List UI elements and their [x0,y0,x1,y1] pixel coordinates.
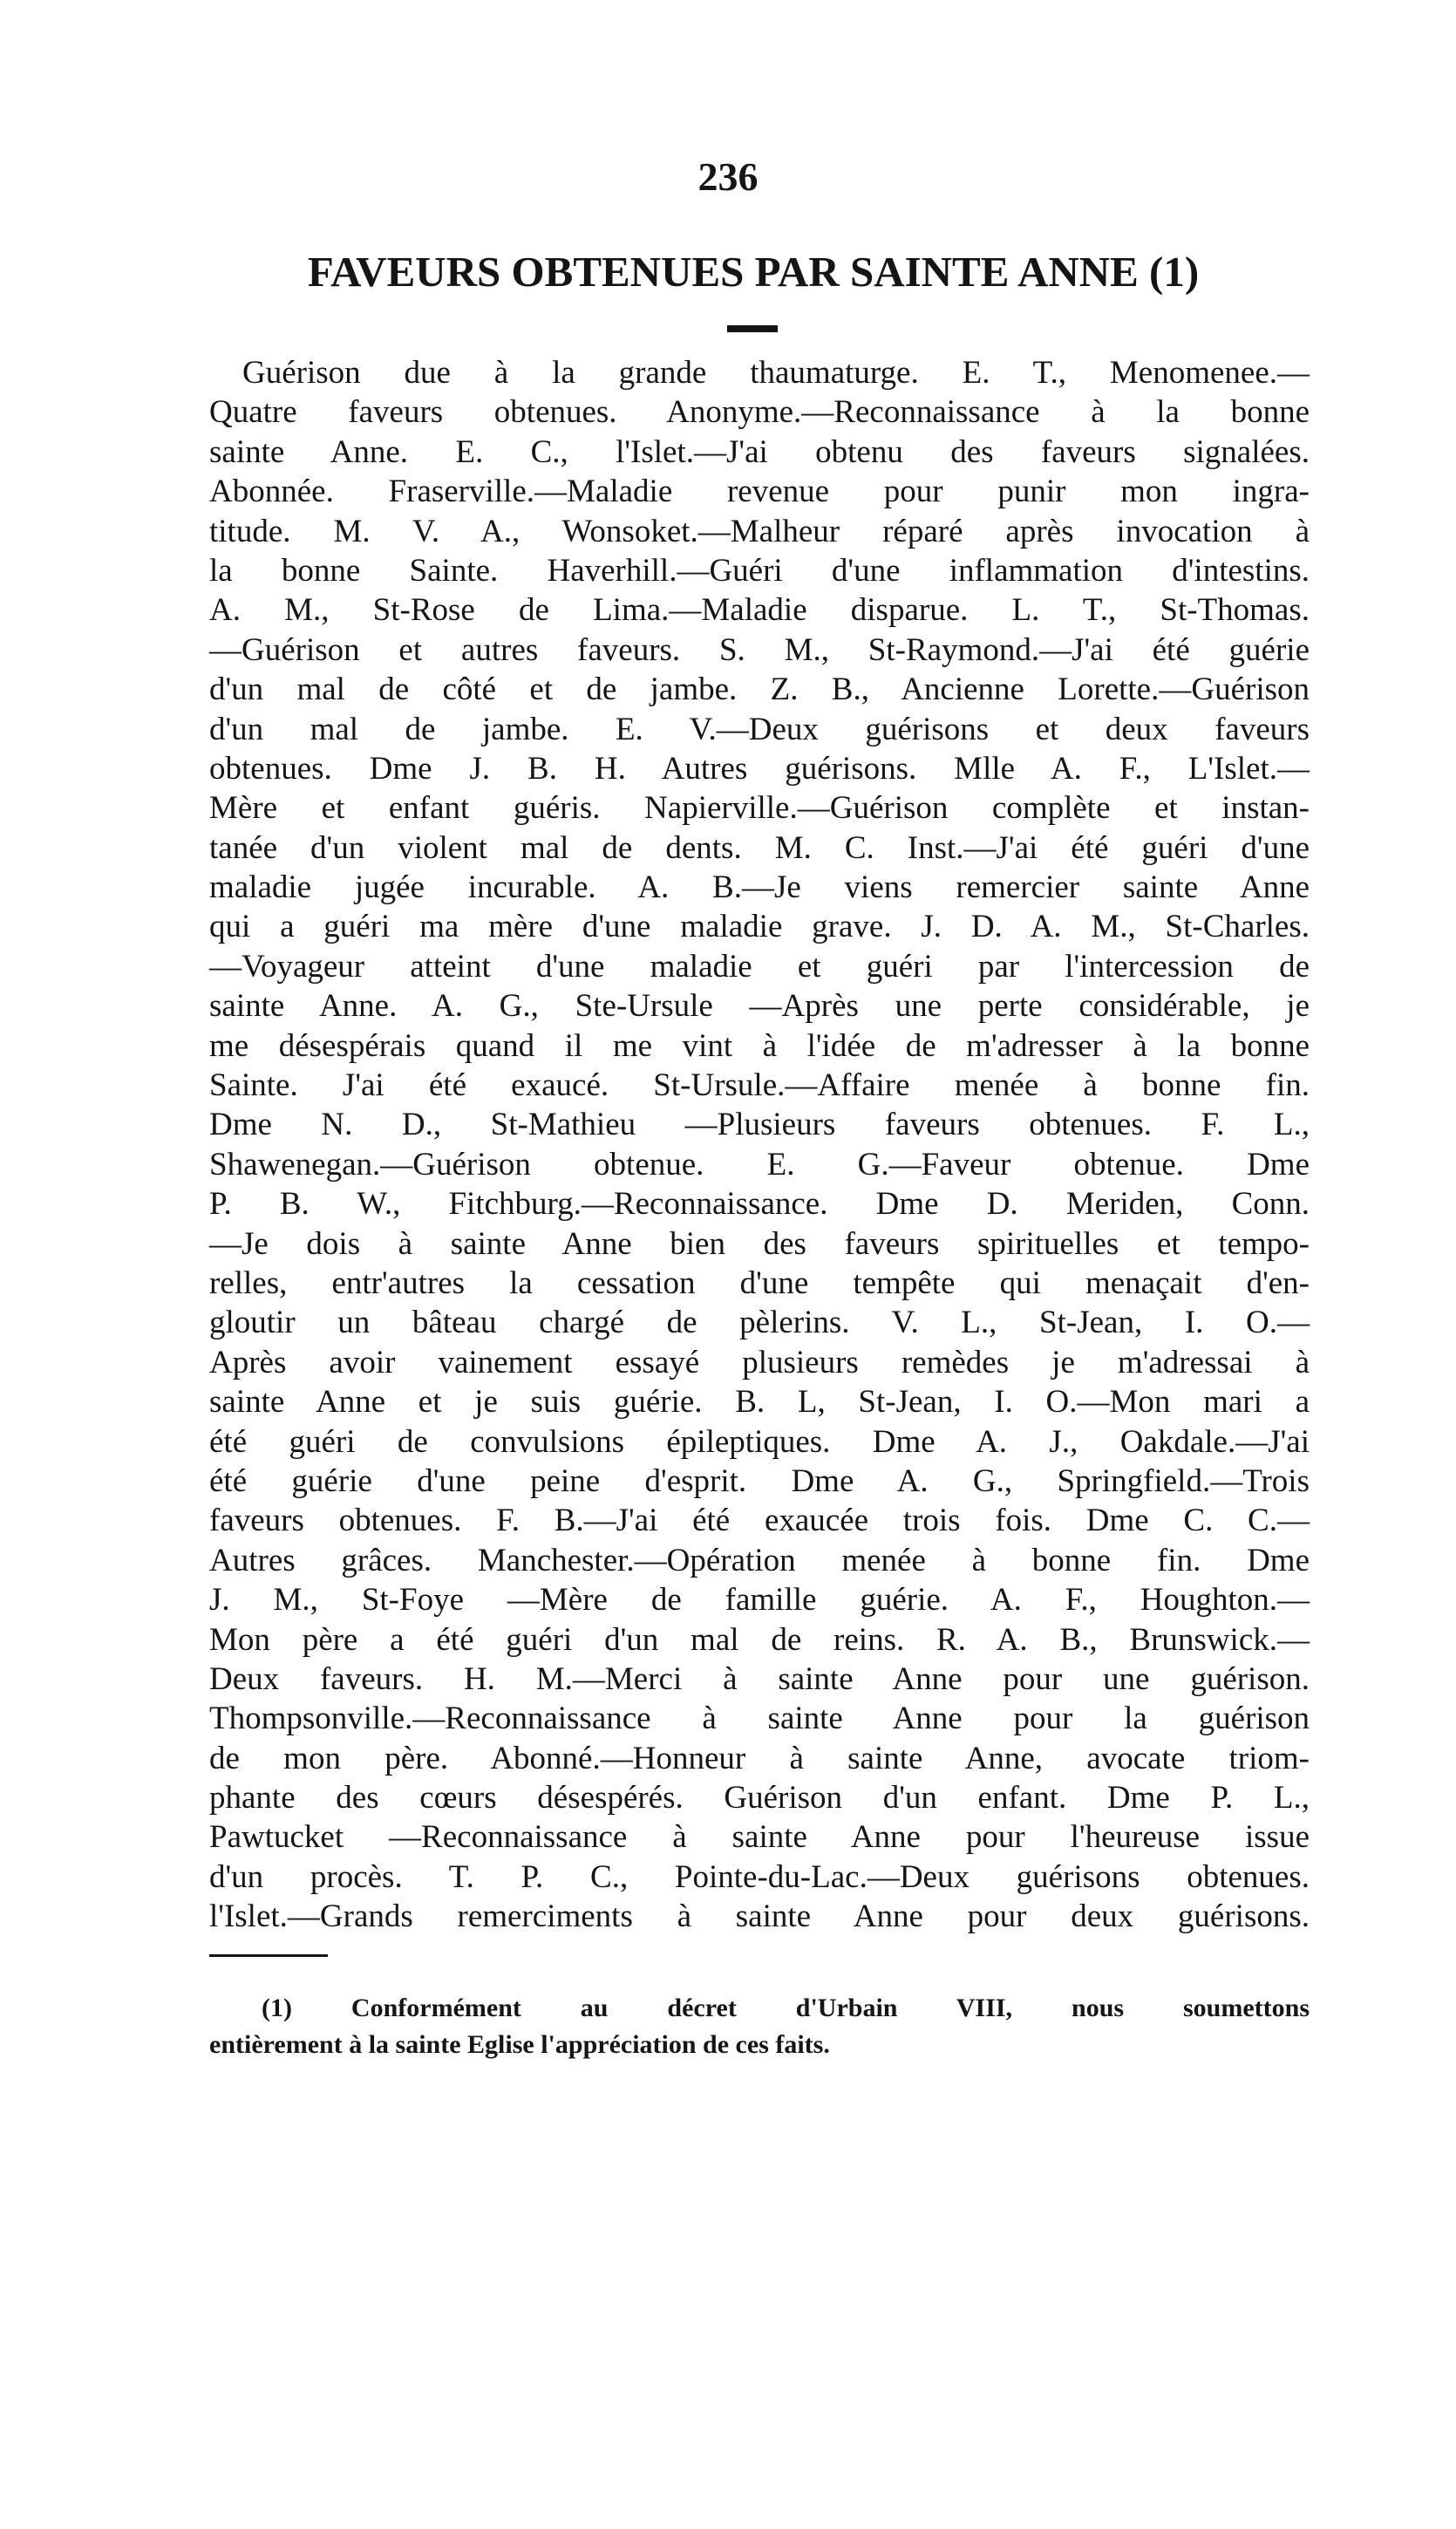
text-line: sainte Anne. A. G., Ste-Ursule —Après une perte considérable, je [209,988,1310,1025]
text-line: —Je dois à sainte Anne bien des faveurs spirituelles et tempo- [209,1225,1310,1262]
text-line: P. B. W., Fitchburg.—Reconnaissance. Dme D. Meriden, Conn. [209,1186,1310,1223]
text-line: d'un procès. T. P. C., Pointe-du-Lac.—Deux guérisons obtenues. [209,1858,1310,1895]
text-line: J. M., St-Foye —Mère de famille guérie. A. F., Houghton.— [209,1582,1310,1619]
text-line: Quatre faveurs obtenues. Anonyme.—Reconnaissance à la bonne [209,394,1310,431]
text-line: gloutir un bâteau chargé de pèlerins. V. L., St-Jean, I. O.— [209,1305,1310,1341]
text-line: sainte Anne et je suis guérie. B. L, St-Jean, I. O.—Mon mari a [209,1384,1310,1421]
text-line: Guérison due à la grande thaumaturge. E. T., Menomenee.— [242,355,1310,391]
text-line: Sainte. J'ai été exaucé. St-Ursule.—Affaire menée à bonne fin. [209,1067,1310,1104]
text-line: me désespérais quand il me vint à l'idée de m'adresser à la bonne [209,1027,1310,1064]
footnote-rule [209,1954,328,1957]
text-line: l'Islet.—Grands remerciments à sainte Anne pour deux guérisons. [209,1898,1310,1935]
text-line: —Voyageur atteint d'une maladie et guéri par l'intercession de [209,948,1310,985]
text-line: Abonnée. Fraserville.—Maladie revenue pour punir mon ingra- [209,474,1310,510]
text-line: —Guérison et autres faveurs. S. M., St-Raymond.—J'ai été guérie [209,631,1310,668]
text-line: titude. M. V. A., Wonsoket.—Malheur réparé après invocation à [209,513,1310,549]
text-line: Après avoir vainement essayé plusieurs remèdes je m'adressai à [209,1344,1310,1380]
text-line: A. M., St-Rose de Lima.—Maladie disparue. L. T., St-Thomas. [209,592,1310,629]
page-title: FAVEURS OBTENUES PAR SAINTE ANNE (1) [307,248,1200,296]
text-line: Autres grâces. Manchester.—Opération menée à bonne fin. Dme [209,1542,1310,1578]
text-line: Mère et enfant guéris. Napierville.—Guérison complète et instan- [209,790,1310,827]
text-line: d'un mal de jambe. E. V.—Deux guérisons et deux faveurs [209,711,1310,747]
footnote [209,1990,1310,2063]
footnote-line: (1) Conformément au décret d'Urbain VIII, nous soumettons [262,1994,1310,2022]
text-line: Mon père a été guéri d'un mal de reins. R. A. B., Brunswick.— [209,1621,1310,1658]
text-line: Deux faveurs. H. M.—Merci à sainte Anne pour une guérison. [209,1660,1310,1697]
text-line: obtenues. Dme J. B. H. Autres guérisons. Mlle A. F., L'Islet.— [209,750,1310,787]
text-line: été guérie d'une peine d'esprit. Dme A. G., Springfield.—Trois [209,1462,1310,1499]
footnote-line: entièrement à la sainte Eglise l'appréciation de ces faits. [209,2030,830,2059]
text-line: Dme N. D., St-Mathieu —Plusieurs faveurs obtenues. F. L., [209,1107,1310,1143]
text-line: la bonne Sainte. Haverhill.—Guéri d'une inflammation d'intestins. [209,552,1310,589]
title-rule [727,325,778,332]
text-line: Shawenegan.—Guérison obtenue. E. G.—Faveur obtenue. Dme [209,1146,1310,1183]
text-line: faveurs obtenues. F. B.—J'ai été exaucée trois fois. Dme C. C.— [209,1503,1310,1539]
page-number: 236 [697,154,759,199]
text-line: sainte Anne. E. C., l'Islet.—J'ai obtenu des faveurs signalées. [209,433,1310,470]
text-line: relles, entr'autres la cessation d'une tempête qui menaçait d'en- [209,1264,1310,1301]
text-line: de mon père. Abonné.—Honneur à sainte Anne, avocate triom- [209,1740,1310,1776]
text-line: phante des cœurs désespérés. Guérison d'un enfant. Dme P. L., [209,1780,1310,1817]
text-line: tanée d'un violent mal de dents. M. C. Inst.—J'ai été guéri d'une [209,829,1310,866]
text-line: qui a guéri ma mère d'une maladie grave. J. D. A. M., St-Charles. [209,909,1310,945]
text-line: Pawtucket —Reconnaissance à sainte Anne pour l'heureuse issue [209,1819,1310,1856]
body-text [209,353,1310,1937]
text-line: été guéri de convulsions épileptiques. Dme A. J., Oakdale.—J'ai [209,1423,1310,1460]
text-line: maladie jugée incurable. A. B.—Je viens remercier sainte Anne [209,869,1310,906]
text-line: Thompsonville.—Reconnaissance à sainte Anne pour la guérison [209,1701,1310,1737]
text-line: d'un mal de côté et de jambe. Z. B., Ancienne Lorette.—Guérison [209,671,1310,708]
